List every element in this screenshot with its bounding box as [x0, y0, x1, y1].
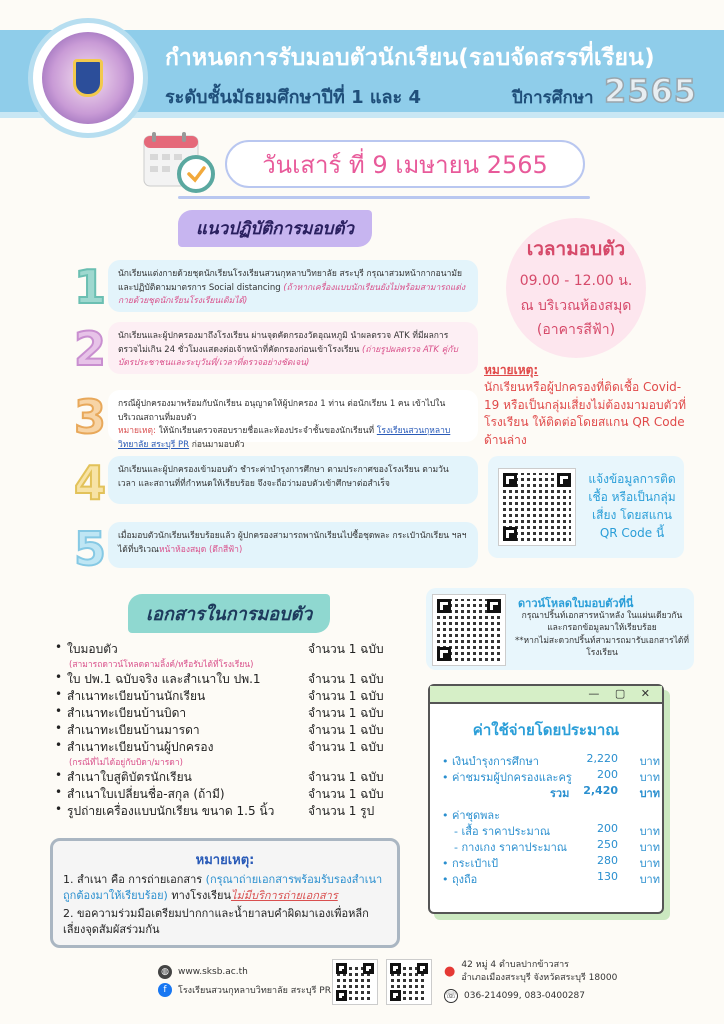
list-item: • สำเนาใบสูติบัตรนักเรียน จำนวน 1 ฉบับ: [55, 768, 384, 784]
guidelines-title: แนวปฏิบัติการมอบตัว: [178, 210, 372, 247]
list-item: • สำเนาทะเบียนบ้านมารดา จำนวน 1 ฉบับ: [55, 721, 384, 737]
qr-code-facebook[interactable]: [386, 959, 432, 1005]
footer-phone: ☏ 036-214099, 083-0400287: [445, 991, 586, 1001]
infection-qr-text: แจ้งข้อมูลการติดเชื้อ หรือเป็นกลุ่มเสี่ยง โดยสแกน QR Code นี้: [588, 472, 676, 540]
expense-window: [428, 684, 664, 914]
step-text: นักเรียนแต่งกายด้วยชุดนักเรียนโรงเรียนสวนกุหลาบวิทยาลัย สระบุรี กรุณาสวมหน้ากากอนามัย และปฏิบัติตามมาตรการ Social distancing: [118, 269, 462, 293]
step-number: 3: [73, 390, 106, 444]
list-item: • รูปถ่ายเครื่องแบบนักเรียน ขนาด 1.5 นิ้ว จำนวน 1 รูป: [55, 802, 375, 818]
expense-row: • ถุงถือ 130 บาท: [442, 870, 660, 886]
time-title: เวลามอบตัว: [526, 238, 626, 260]
list-item: • สำเนาทะเบียนบ้านบิดา จำนวน 1 ฉบับ: [55, 704, 384, 720]
list-item-note: (สามารถดาวน์โหลดตามลิ้งค์/หรือรับได้ที่โรงเรียน): [69, 660, 254, 670]
time-value: 09.00 - 12.00 น.: [519, 273, 633, 289]
documents-title: เอกสารในการมอบตัว: [128, 594, 330, 633]
step-2: [70, 322, 478, 378]
academic-year-value: 2565: [604, 72, 698, 110]
expense-row: - เสื้อ ราคาประมาณ 200 บาท: [454, 822, 660, 838]
note-1: 1. สำเนา คือ การถ่ายเอกสาร (กรุณาถ่ายเอกสารพร้อมรับรองสำเนาถูกต้องมาให้เรียบร้อย) ทางโรงเรียนไม่มีบริการถ่ายเอกสาร: [63, 873, 383, 902]
time-place-1: ณ บริเวณห้องสมุด: [520, 298, 632, 314]
step-text: นักเรียนและผู้ปกครองเข้ามอบตัว ชำระค่าบำรุงการศึกษา ตามประกาศของโรงเรียน ตามวัน เวลา และสถานที่ที่กำหนดให้เรียบร้อย จึงจะถือว่ามอบตัวเข้าศึกษาต่อสำเร็จ: [118, 465, 449, 489]
time-box: [506, 218, 646, 358]
footer: [0, 955, 724, 1024]
globe-icon: ◍: [158, 965, 172, 979]
qr-code-download[interactable]: [432, 594, 506, 666]
expense-row: - กางเกง ราคาประมาณ 250 บาท: [454, 838, 660, 854]
step-3: [70, 390, 478, 450]
expense-row: • เงินบำรุงการศึกษา 2,220 บาท: [442, 752, 660, 768]
remark-text: นักเรียนหรือผู้ปกครองที่ติดเชื้อ Covid-19 หรือเป็นกลุ่มเสี่ยงไม่ต้องมามอบตัวที่โรงเรียน ให้ติดต่อโดยสแกน QR Code ด้านล่าง: [484, 380, 687, 447]
step-number: 1: [73, 260, 106, 314]
calendar-clock-icon: [142, 130, 220, 194]
date-text: วันเสาร์ ที่ 9 เมษายน 2565: [262, 150, 548, 179]
facebook-page-link[interactable]: โรงเรียนสวนกุหลาบวิทยาลัย สระบุรี PR: [118, 426, 451, 450]
expense-title: ค่าใช้จ่ายโดยประมาณ: [472, 721, 620, 739]
page-subtitle: ระดับชั้นมัธยมศึกษาปีที่ 1 และ 4: [165, 87, 421, 108]
expense-row: • ค่าชมรมผู้ปกครองและครู 200 บาท: [442, 768, 660, 784]
documents-list: [55, 640, 405, 819]
academic-year-label: ปีการศึกษา: [512, 88, 594, 108]
download-card: [426, 588, 694, 670]
facebook-icon: f: [158, 983, 172, 997]
shield-icon: [73, 59, 103, 97]
list-item: • สำเนาทะเบียนบ้านนักเรียน จำนวน 1 ฉบับ: [55, 687, 384, 703]
step-warning: หมายเหตุ:: [118, 426, 156, 437]
list-item-note: (กรณีที่ไม่ได้อยู่กับบิดา/มารดา): [69, 758, 183, 768]
step-1: [70, 260, 478, 316]
step-warning-text: ให้นักเรียนตรวจสอบรายชื่อและห้องประจำชั้นของนักเรียนที่: [158, 426, 375, 437]
list-item: • สำเนาทะเบียนบ้านผู้ปกครอง จำนวน 1 ฉบับ: [55, 738, 384, 754]
step-note: (ถ้าหากเครื่องแบบนักเรียนยังไม่พร้อมสามารถแต่งกายด้วยชุดนักเรียนโรงเรียนเดิมได้): [118, 282, 466, 307]
step-text: เมื่อมอบตัวนักเรียนเรียบร้อยแล้ว ผู้ปกครองสามารถพานักเรียนไปซื้อชุดพละ กระเป๋านักเรียน ฯลฯ ได้ที่บริเวณ: [118, 531, 467, 555]
step-note: (ถ่ายรูปผลตรวจ ATK คู่กับบัตรประชาชนและระบุวันที่/เวลาที่ตรวจอย่างชัดเจน): [118, 344, 458, 369]
footer-address: ● 42 หมู่ 4 ตำบลปากข้าวสาร อำเภอเมืองสระบุรี จังหวัดสระบุรี 18000: [444, 960, 618, 983]
expense-total: รวม 2,420 บาท: [550, 784, 660, 800]
download-text-1: กรุณาปริ้นท์เอกสารหน้าหลัง ในแผ่นเดียวกัน และกรอกข้อมูลมาให้เรียบร้อย: [521, 611, 683, 634]
expense-row: • กระเป๋าเป้ 280 บาท: [442, 854, 660, 870]
download-text-2: **หากไม่สะดวกปริ้นท์สามารถมารับเอกสารได้ที่โรงเรียน: [515, 635, 689, 658]
divider: [178, 196, 590, 199]
footer-website[interactable]: ◍ www.sksb.ac.th: [158, 965, 248, 979]
step-number: 2: [73, 322, 106, 376]
date-banner: [225, 140, 585, 188]
qr-code-website[interactable]: [332, 959, 378, 1005]
notes-box: [50, 838, 400, 948]
window-controls: — ▢ ✕: [588, 687, 656, 700]
step-number: 5: [73, 522, 106, 576]
step-4: [70, 456, 478, 508]
step-note: หน้าห้องสมุด (ตึกสีฟ้า): [158, 544, 243, 555]
step-text: กรณีผู้ปกครองมาพร้อมกับนักเรียน อนุญาตให้ผู้ปกครอง 1 ท่าน ต่อนักเรียน 1 คน เข้าไปในบริเวณสถานที่มอบตัว: [118, 399, 446, 423]
school-logo: [28, 18, 148, 138]
step-5: [70, 522, 478, 574]
list-item: • สำเนาใบเปลี่ยนชื่อ-สกุล (ถ้ามี) จำนวน 1 ฉบับ: [55, 785, 384, 801]
footer-facebook[interactable]: f โรงเรียนสวนกุหลาบวิทยาลัย สระบุรี PR: [158, 983, 331, 997]
step-number: 4: [73, 456, 106, 510]
page-title: กำหนดการรับมอบตัวนักเรียน(รอบจัดสรรที่เรียน): [165, 45, 655, 71]
qr-code-infection[interactable]: [498, 468, 576, 546]
notes-title: หมายเหตุ:: [195, 853, 255, 868]
covid-remark: [484, 362, 694, 449]
list-item: • ใบมอบตัว จำนวน 1 ฉบับ: [55, 640, 384, 656]
list-item: • ใบ ปพ.1 ฉบับจริง และสำเนาใบ ปพ.1 จำนวน 1 ฉบับ: [55, 670, 384, 686]
note-2: 2. ขอความร่วมมือเตรียมปากกาและน้ำยาลบคำผิดมาเองเพื่อหลีกเลี่ยงจุดสัมผัสร่วมกัน: [63, 906, 369, 936]
expense-row: • ค่าชุดพละ: [442, 809, 501, 822]
step-after-text: ก่อนมามอบตัว: [191, 439, 245, 450]
remark-title: หมายเหตุ:: [484, 363, 539, 377]
infection-report-card: [488, 456, 684, 558]
time-place-2: (อาคารสีฟ้า): [536, 322, 616, 339]
location-pin-icon: ●: [444, 964, 456, 980]
step-text: นักเรียนและผู้ปกครองมาถึงโรงเรียน ผ่านจุดคัดกรองวัดอุณหภูมิ นำผลตรวจ ATK ที่มีผลการตรวจไม่เกิน 24 ชั่วโมงแสดงต่อเจ้าหน้าที่คัดกรองก่อนเข้าโรงเรียน: [118, 331, 449, 355]
phone-icon: ☏: [445, 991, 457, 1001]
download-title: ดาวน์โหลดใบมอบตัวที่นี่: [518, 597, 634, 610]
window-titlebar: [430, 686, 662, 704]
